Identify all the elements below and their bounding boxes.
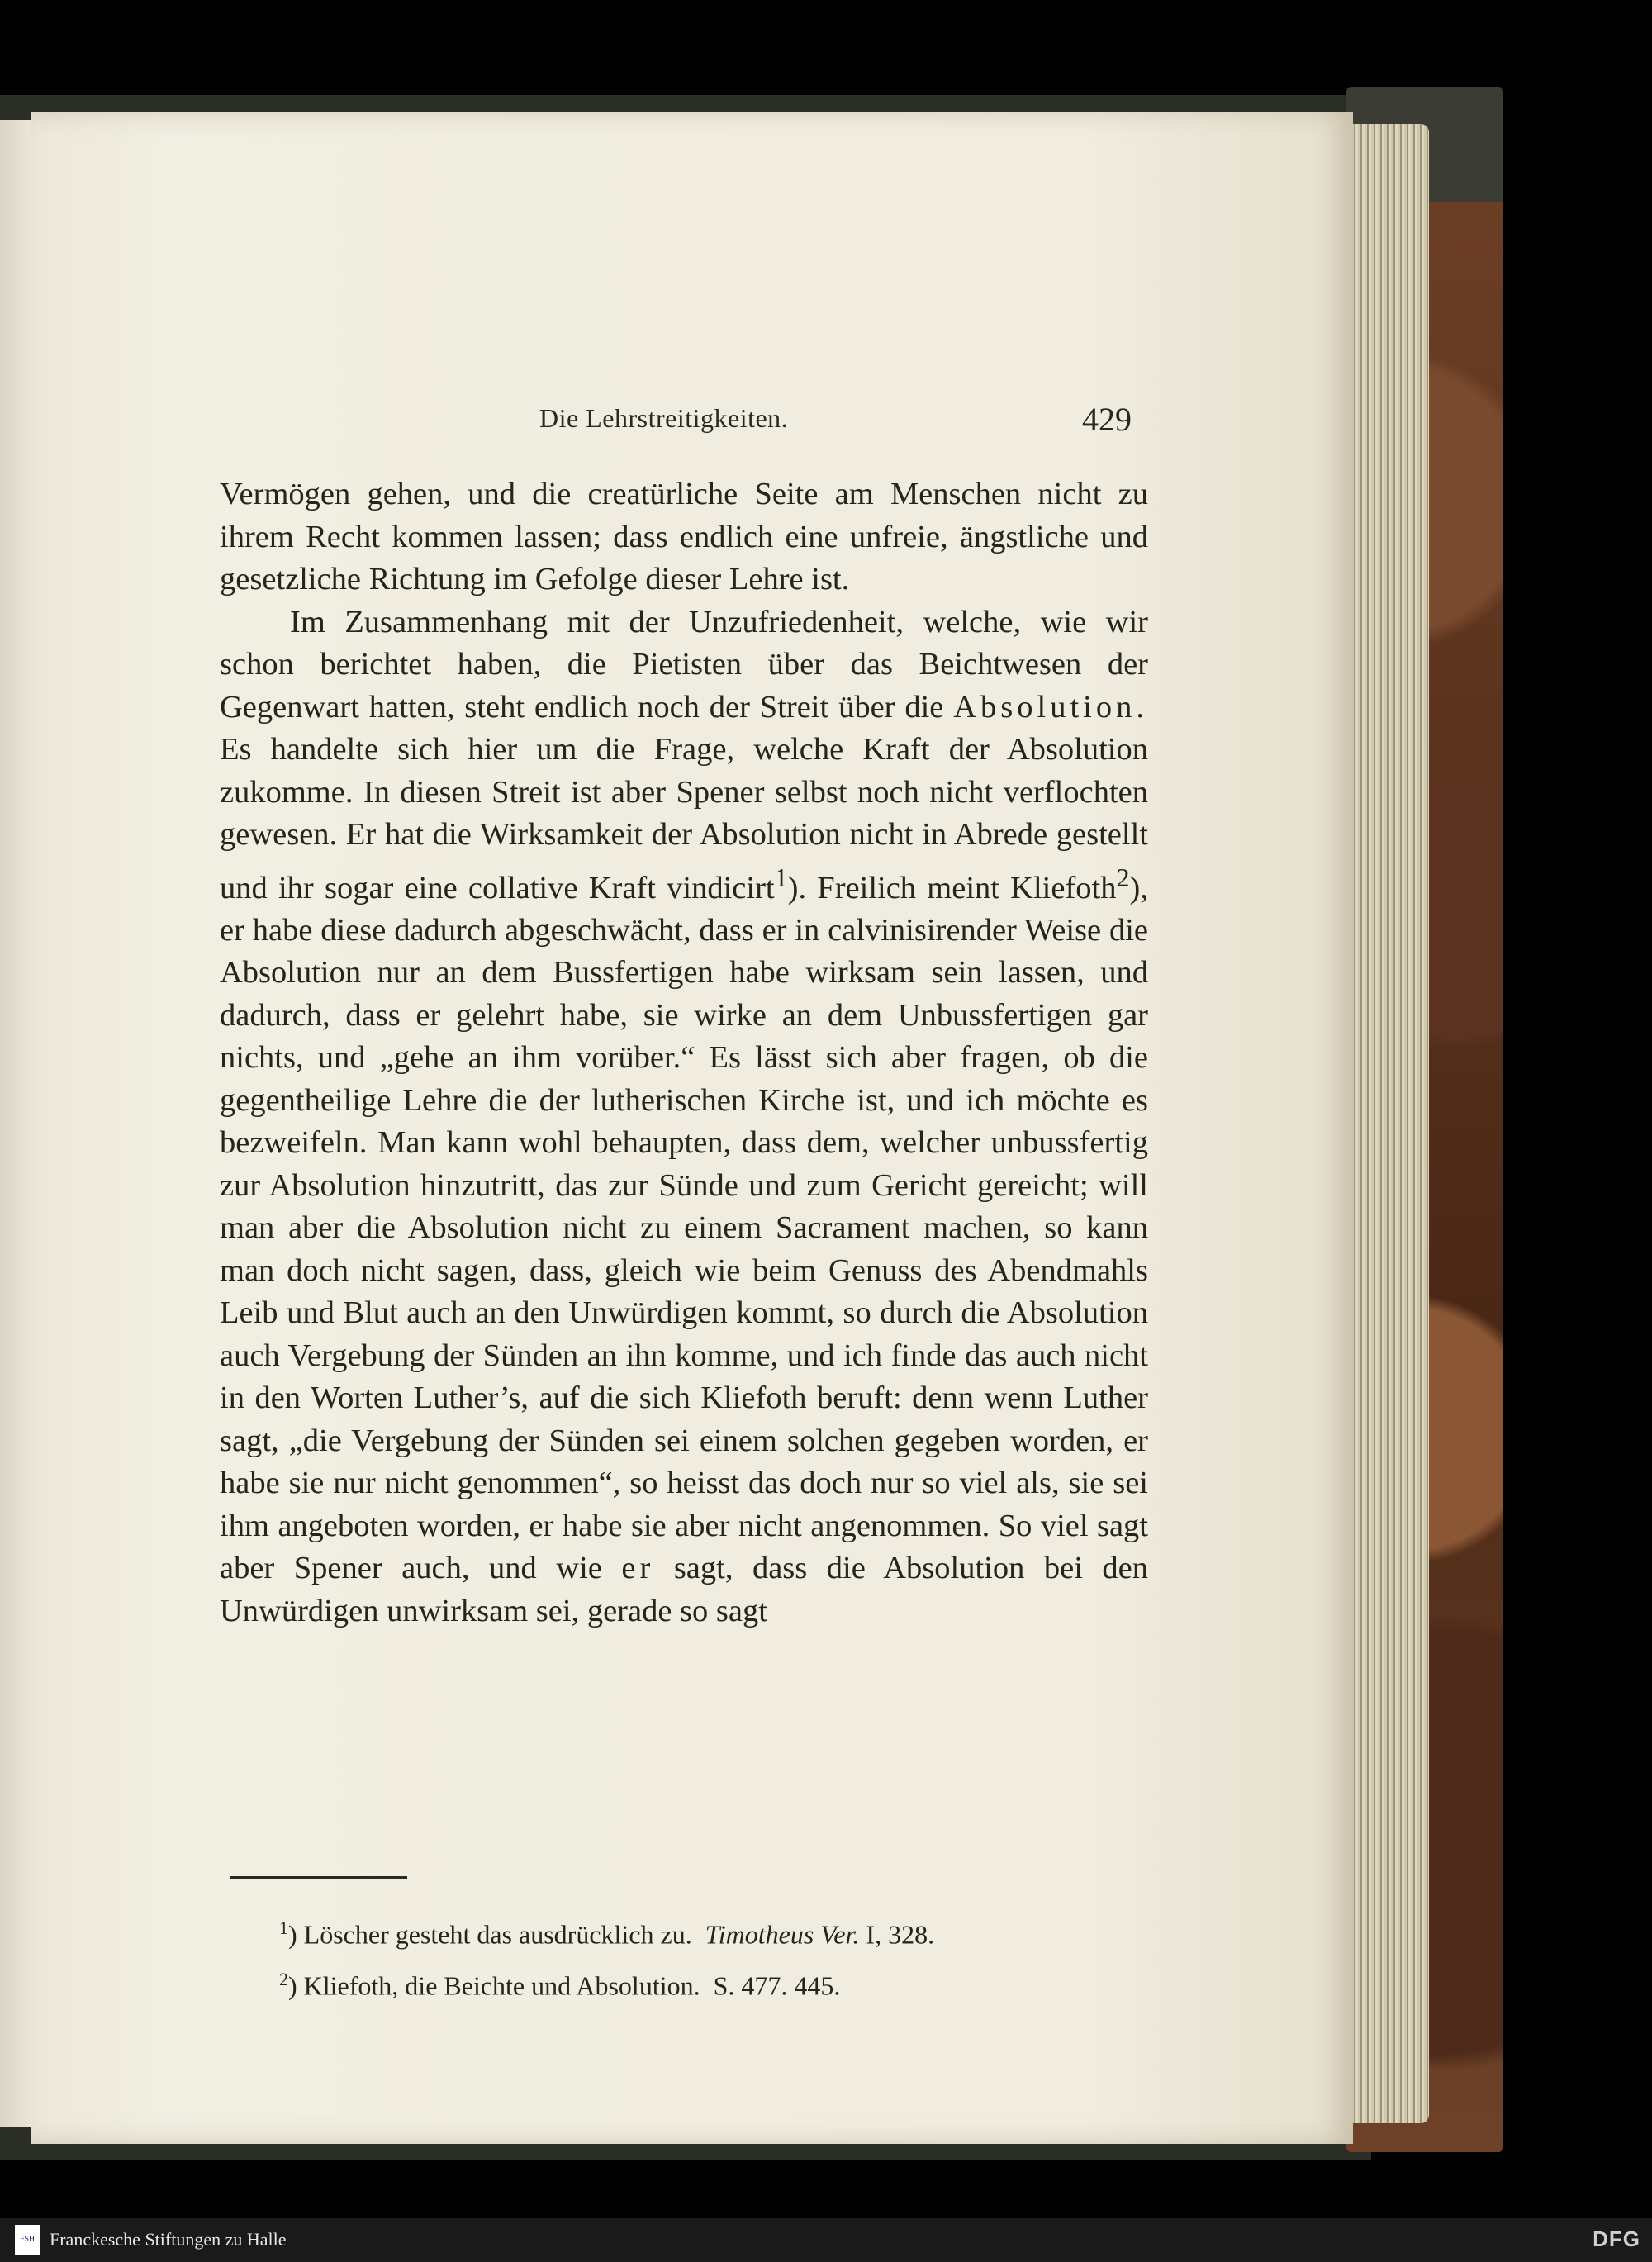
paragraph-2-part-e: sagt, dass die Absolution bei den Unwürdigen unwirksam sei, gerade so sagt xyxy=(220,1551,1148,1628)
spaced-word-absolution: Absolution. xyxy=(953,689,1148,725)
footnote-ref-2: 2 xyxy=(1116,862,1130,892)
spaced-word-er: er xyxy=(621,1551,655,1586)
page-number: 429 xyxy=(1082,401,1132,438)
paragraph-2-part-d: ), er habe diese dadurch abgeschwächt, dass er in calvinisirender Weise die Absolution nur an dem Bussfertigen habe wirksam sein lassen, und dadurch, dass er gelehrt habe, sie wirke an dem Unbussfertigen gar nichts, und „gehe an ihm vorüber.“ Es lässt sich aber fragen, ob die gegentheilige Lehre die der lutherischen Kirche ist, und ich möchte es bezweifeln. Man kann wohl behaupten, dass dem, welcher unbussfertig zur Absolution hinzutritt, das zur Sünde und zum Gericht gereicht; will man aber die Absolution nicht zu einem Sacrament machen, so kann man doch nicht sagen, dass, gleich wie beim Genuss des Abendmahls Leib und Blut auch an den Unwürdigen kommt, so durch die Absolution auch Vergebung der Sünden an ihn komme, und ich finde das auch nicht in den Worten Luther’s, auf die sich Kliefoth beruft: denn wenn Luther sagt, „die Vergebung der Sünden sei einem solchen gegeben worden, er habe sie nur nicht genommen“, so heisst das doch nur so viel als, sie sei ihm angeboten worden, er habe sie aber nicht angenommen. So viel sagt aber Spener auch, und wie xyxy=(220,870,1148,1586)
paragraph-2-part-c: ). Freilich meint Kliefoth xyxy=(787,870,1117,905)
footnote-1 xyxy=(279,1906,1171,1957)
paragraph-2 xyxy=(220,601,1148,1633)
body-text xyxy=(220,473,1148,1632)
footnote-1-text: ) Löscher gesteht das ausdrücklich zu. xyxy=(288,1919,692,1950)
footnote-ref-1: 1 xyxy=(774,862,788,892)
footnote-2-ref: S. 477. 445. xyxy=(713,1970,841,2001)
left-page-strip xyxy=(0,120,33,2127)
footnote-2-mark: 2 xyxy=(279,1968,288,1989)
footnote-2 xyxy=(279,1957,1171,2008)
institution-name: Franckesche Stiftungen zu Halle xyxy=(50,2229,287,2250)
paragraph-2-part-b: Es handelte sich hier um die Frage, welche Kraft der Absolution zukomme. In diesen Streit ist aber Spener selbst noch nicht verflochten gewesen. Er hat die Wirksamkeit der Absolution nicht in Abrede gestellt und ihr sogar eine collative Kraft vindicirt xyxy=(220,732,1148,905)
dfg-logo: DFG xyxy=(1593,2226,1640,2251)
institution-logo-icon: FSH xyxy=(15,2225,40,2255)
footnotes xyxy=(279,1906,1171,2008)
paragraph-2-part-a: Im Zusammenhang mit der Unzufriedenheit, welche, wie wir schon berichtet haben, die Pietisten über das Beichtwesen der Gegenwart hatten, steht endlich noch der Streit über die xyxy=(220,604,1148,725)
running-title: Die Lehrstreitigkeiten. xyxy=(539,403,789,433)
book-page xyxy=(31,112,1353,2144)
footnote-1-mark: 1 xyxy=(279,1917,288,1938)
footnote-2-text: ) Kliefoth, die Beichte und Absolution. xyxy=(288,1970,700,2001)
footnote-separator xyxy=(230,1876,407,1879)
paragraph-1: Vermögen gehen, und die creatürliche Seite am Menschen nicht zu ihrem Recht kommen lassen; dass endlich eine unfreie, ängstliche und gesetzliche Richtung im Gefolge dieser Lehre ist. xyxy=(220,477,1148,596)
footnote-1-ref: I, 328. xyxy=(859,1919,935,1950)
footer-bar xyxy=(0,2218,1652,2262)
footnote-1-italic: Timotheus Ver. xyxy=(705,1919,860,1950)
